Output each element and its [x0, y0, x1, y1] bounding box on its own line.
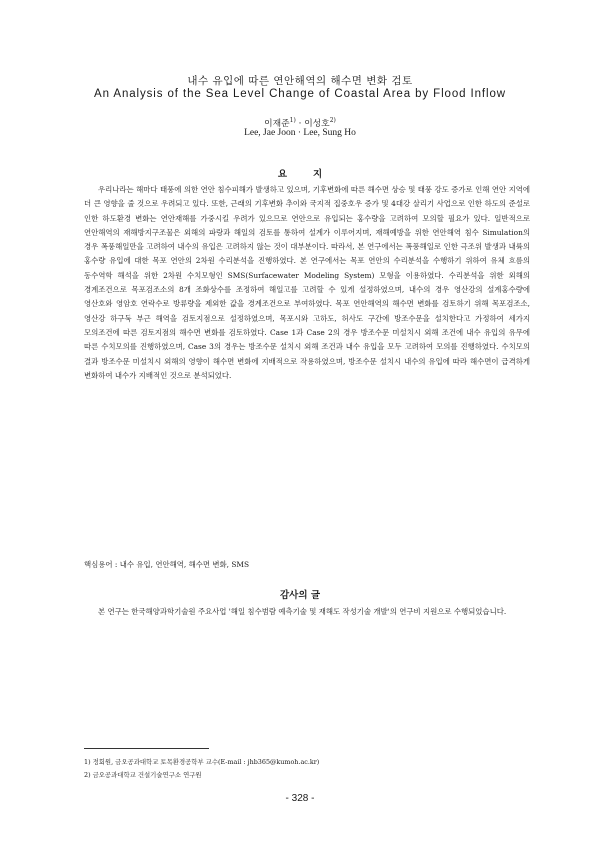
author-separator: · [295, 119, 305, 129]
authors-english: Lee, Jae Joon · Lee, Sung Ho [244, 128, 356, 138]
abstract-heading: 요지 [277, 169, 349, 180]
keywords: 핵심용어 : 내수 유입, 연안해역, 해수면 변화, SMS [84, 560, 250, 569]
title-english: An Analysis of the Sea Level Change of Coastal Area by Flood Inflow [94, 88, 506, 100]
footnote-1: 1) 정회원, 금오공과대학교 토목환경공학부 교수(E-mail : jhb365@kumoh.ac.kr) [84, 758, 320, 766]
author-1-footnote-mark: 1) [289, 117, 296, 125]
page-number: - 328 - [285, 793, 315, 804]
acknowledgement-heading: 감사의 글 [279, 590, 320, 601]
abstract-body: 우리나라는 해마다 태풍에 의한 연안 침수피해가 발생하고 있으며, 기후변화에 따른 해수면 상승 및 태풍 강도 증가로 인해 연안 지역에 더 큰 영향을 줄 것으로 우려되고 있다. 또한, 근래의 기후변화 추이와 국지적 집중호우 증가 및 4대강 살리기 사업으로 인한 하도의 준설로 인한 하도환경 변화는 연안재해를 가중시킬 우려가 있으므로 연안으로 유입되는 홍수량을 고려하여 모의할 필요가 있다. 일반적으로 연안해역의 재해방지구조물은 외해의 파랑과 해일의 검토를 통하여 설계가 이루어지며, 재해예방을 위한 연안해역 침수 Simulation의 경우 폭풍해일만을 고려하여 내수의 유입은 고려하지 않는 것이 대부분이다. 따라서, 본 연구에서는 폭풍해일로 인한 극조위 발생과 내륙의 홍수량 유입에 대한 목포 연안의 2차원 수리분석을 진행하였다. 본 연구에서는 목포 연안의 수리분석을 수행하기 위하여 유체 흐름의 동수역학 해석을 위한 2차원 수치모형인 SMS(Surfacewater Modeling System) 모형을 이용하였다. 수리분석을 위한 외해의 경계조건으로 목포검조소의 8개 조화상수를 조정하여 해일고를 고려할 수 있게 설정하였으며, 내수의 경우 영산강의 설계홍수량에 영산호와 영암호 연락수로 방류량을 제외한 값을 경계조건으로 부여하였다. 목포 연안해역의 해수면 변화를 검토하기 위해 목포검조소, 영산강 하구둑 부근 해역을 검토지점으로 설정하였으며, 목포시와 고하도, 허사도 구간에 방조수문을 설치한다고 가정하여 세가지 모의조건에 따른 검토지점의 해수면 변화를 검토하였다. Case 1과 Case 2의 경우 방조수문 미설치시 외해 조건에 내수 유입의 유무에 따른 수치모의를 진행하였으며, Case 3의 경우는 방조수문 설치시 외해 조건과 내수 유입을 모두 고려하여 모의를 진행하였다. 수치모의 결과 방조수문 미설치시 외해의 영향이 해수면 변화에 지배적으로 작용하였으며, 방조수문 설치시 내수의 유입에 따라 해수면이 급격하게 변화하여 내수가 지배적인 것으로 분석되었다. [84, 185, 530, 380]
footnote-2: 2) 금오공과대학교 건설기술연구소 연구원 [84, 771, 202, 779]
title-korean: 내수 유입에 따른 연안해역의 해수면 변화 검토 [187, 75, 413, 87]
author-2-name: 이성호 [304, 119, 330, 129]
footnote-divider [84, 748, 209, 749]
author-2-footnote-mark: 2) [329, 117, 336, 125]
author-1-name: 이재준 [264, 119, 290, 129]
acknowledgement-body: 본 연구는 한국해양과학기술원 주요사업 '해일 침수범람 예측기술 및 재해도 작성기술 개발'의 연구비 지원으로 수행되었습니다. [98, 607, 507, 616]
